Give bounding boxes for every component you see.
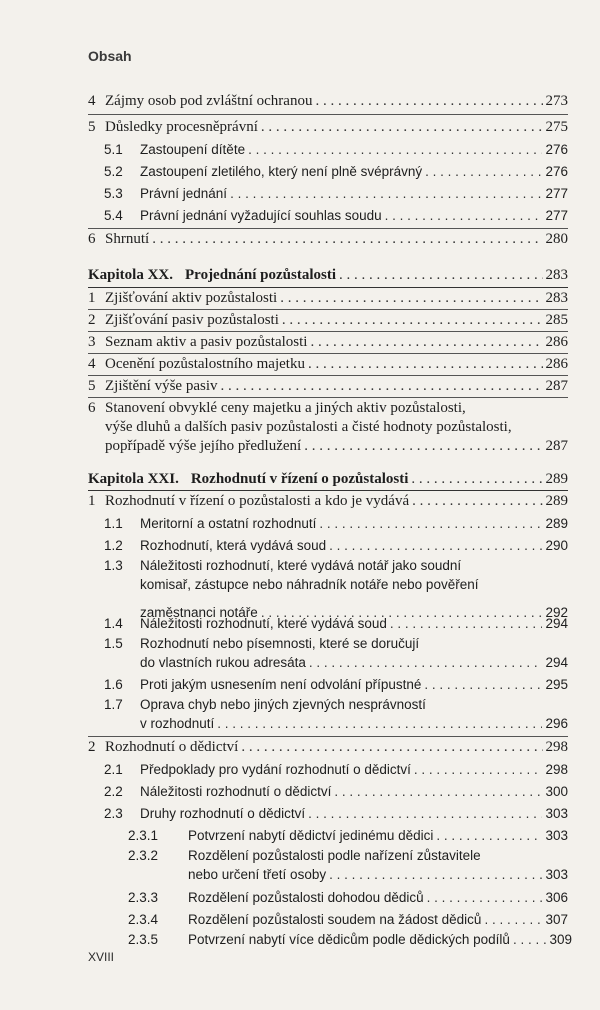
divider (88, 331, 568, 332)
leader-dots (282, 311, 543, 330)
running-head: Obsah (88, 48, 132, 64)
entry-page: 292 (545, 605, 568, 620)
divider (88, 397, 568, 398)
entry-title: zaměstnanci notáře (140, 605, 258, 620)
entry-page: 303 (545, 867, 568, 882)
entry-number: 2.3 (104, 806, 123, 821)
leader-dots (513, 930, 547, 949)
entry-page: 289 (545, 471, 568, 487)
entry-number: 6 (88, 400, 96, 416)
entry-page: 276 (545, 142, 568, 157)
entry-page: 277 (545, 208, 568, 223)
divider (88, 309, 568, 310)
entry-title: Druhy rozhodnutí o dědictví (140, 806, 306, 821)
entry-number: 2.3.3 (128, 890, 159, 905)
toc-entry (88, 118, 568, 137)
entry-title: do vlastních rukou adresáta (140, 655, 306, 670)
leader-dots (230, 184, 542, 203)
entry-number: 1.1 (104, 516, 123, 531)
entry-number: 5.3 (104, 186, 123, 201)
toc-entry (88, 760, 568, 779)
entry-title: Potvrzení nabytí více dědicům podle dědických podílů (188, 932, 510, 947)
entry-title: Rozdělení pozůstalosti soudem na žádost dědiců (188, 912, 482, 927)
entry-page: 295 (545, 677, 568, 692)
leader-dots (304, 437, 542, 456)
entry-title: v rozhodnutí (140, 716, 215, 731)
entry-number: 5 (88, 378, 96, 394)
entry-number: 1.2 (104, 538, 123, 553)
entry-page: 306 (545, 890, 568, 905)
leader-dots (390, 614, 543, 633)
entry-page: 294 (545, 655, 568, 670)
entry-page: 294 (545, 616, 568, 631)
toc-entry (88, 289, 568, 308)
entry-title: Rozdělení pozůstalosti dohodou dědiců (188, 890, 424, 905)
leader-dots (412, 492, 542, 511)
toc-entry (88, 311, 568, 330)
entry-page: 298 (545, 762, 568, 777)
entry-title: Předpoklady pro vydání rozhodnutí o dědictví (140, 762, 411, 777)
entry-page: 303 (545, 806, 568, 821)
leader-dots (329, 536, 542, 555)
toc-entry (88, 634, 568, 672)
leader-dots (424, 675, 542, 694)
entry-number: 2 (88, 739, 96, 755)
entry-number: 2.3.1 (128, 828, 159, 843)
leader-dots (221, 377, 543, 396)
toc-entry (88, 804, 568, 823)
chapter-title: Projednání pozůstalosti (185, 267, 337, 283)
toc-entry (88, 230, 568, 249)
toc-entry (88, 930, 572, 949)
leader-dots (309, 653, 543, 672)
entry-number: 5.1 (104, 142, 123, 157)
entry-number: 3 (88, 334, 96, 350)
entry-page: 277 (545, 186, 568, 201)
leader-dots (310, 333, 542, 352)
entry-title: Rozhodnutí v řízení o pozůstalosti a kdo je vydává (105, 493, 410, 509)
entry-title-line: Stanovení obvyklé ceny majetku a jiných aktiv pozůstalosti, (105, 400, 466, 416)
entry-title: Zjištění výše pasiv (105, 378, 218, 394)
toc-entry (88, 184, 568, 203)
entry-title: Náležitosti rozhodnutí o dědictví (140, 784, 332, 799)
entry-title: Zastoupení dítěte (140, 142, 246, 157)
leader-dots (339, 266, 542, 285)
leader-dots (319, 514, 542, 533)
leader-dots (484, 910, 542, 929)
entry-number: 5.2 (104, 164, 123, 179)
entry-title-line: výše dluhů a dalších pasiv pozůstalosti a čisté hodnoty pozůstalosti, (105, 419, 512, 435)
entry-title: Ocenění pozůstalostního majetku (105, 356, 305, 372)
entry-title: Shrnutí (105, 231, 150, 247)
toc-entry (88, 536, 568, 555)
entry-number: 4 (88, 93, 96, 109)
entry-number: 2.1 (104, 762, 123, 777)
page-number-roman: XVIII (88, 950, 115, 964)
entry-title: Potvrzení nabytí dědictví jedinému dědici (188, 828, 434, 843)
divider (88, 490, 568, 491)
entry-title-line: Oprava chyb nebo jiných zjevných nesprávností (140, 697, 426, 712)
divider (88, 114, 568, 115)
entry-number: 2.3.4 (128, 912, 159, 927)
chapter-number: Kapitola XXI. (88, 471, 179, 487)
toc-entry (88, 695, 568, 733)
divider (88, 228, 568, 229)
entry-title: nebo určení třetí osoby (188, 867, 327, 882)
entry-page: 283 (545, 267, 568, 283)
entry-page: 298 (545, 739, 568, 755)
entry-page: 275 (545, 119, 568, 135)
entry-title: Proti jakým usnesením není odvolání přípustné (140, 677, 422, 692)
entry-page: 296 (545, 716, 568, 731)
toc-entry (88, 377, 568, 396)
toc-entry (88, 492, 568, 511)
entry-number: 1.7 (104, 697, 123, 712)
leader-dots (436, 826, 542, 845)
entry-title: Meritorní a ostatní rozhodnutí (140, 516, 317, 531)
toc-entry (88, 206, 568, 225)
leader-dots (308, 804, 542, 823)
entry-title-line: Náležitosti rozhodnutí, které vydává notář jako soudní (140, 558, 462, 573)
entry-number: 1 (88, 290, 96, 306)
entry-page: 283 (545, 290, 568, 306)
toc-entry (88, 399, 568, 456)
entry-title: Zájmy osob pod zvláštní ochranou (105, 93, 313, 109)
entry-title: Důsledky procesněprávní (105, 119, 258, 135)
toc-entry (88, 738, 568, 757)
toc-entry (88, 92, 568, 111)
toc-entry (88, 675, 568, 694)
entry-number: 1.5 (104, 636, 123, 651)
toc-entry (88, 514, 568, 533)
entry-title-line: Rozhodnutí nebo písemnosti, které se doručují (140, 636, 420, 651)
leader-dots (261, 118, 543, 137)
chapter-heading (88, 266, 568, 285)
entry-page: 273 (545, 93, 568, 109)
toc-entry (88, 782, 568, 801)
leader-dots (427, 888, 543, 907)
chapter-title: Rozhodnutí v řízení o pozůstalosti (190, 471, 409, 487)
leader-dots (152, 230, 542, 249)
leader-dots (334, 782, 542, 801)
entry-page: 286 (545, 356, 568, 372)
leader-dots (385, 206, 543, 225)
entry-number: 1.3 (104, 558, 123, 573)
toc-entry (88, 355, 568, 374)
leader-dots (425, 162, 542, 181)
entry-title: Zastoupení zletilého, který není plně svéprávný (140, 164, 423, 179)
toc-entry (88, 888, 568, 907)
entry-title: Zjišťování pasiv pozůstalosti (105, 312, 279, 328)
entry-page: 289 (545, 516, 568, 531)
entry-page: 309 (549, 932, 572, 947)
divider (88, 375, 568, 376)
entry-page: 276 (545, 164, 568, 179)
leader-dots (248, 140, 542, 159)
chapter-heading (88, 470, 568, 489)
chapter-number: Kapitola XX. (88, 267, 174, 283)
entry-page: 287 (545, 378, 568, 394)
entry-page: 280 (545, 231, 568, 247)
entry-number: 1.6 (104, 677, 123, 692)
divider (88, 287, 568, 288)
leader-dots (329, 865, 542, 884)
leader-dots (241, 738, 542, 757)
entry-title-line: komisař, zástupce nebo náhradník notáře nebo pověření (140, 577, 479, 592)
entry-page: 287 (545, 438, 568, 454)
leader-dots (308, 355, 543, 374)
entry-page: 286 (545, 334, 568, 350)
entry-title-line: Rozdělení pozůstalosti podle nařízení zůstavitele (188, 848, 481, 863)
leader-dots (315, 92, 542, 111)
entry-number: 1.4 (104, 616, 123, 631)
entry-number: 2 (88, 312, 96, 328)
entry-page: 289 (545, 493, 568, 509)
toc-entry (88, 162, 568, 181)
entry-title: Právní jednání vyžadující souhlas soudu (140, 208, 382, 223)
entry-title: Zjišťování aktiv pozůstalosti (105, 290, 278, 306)
toc-entry (88, 614, 568, 633)
divider (88, 736, 568, 737)
entry-page: 303 (545, 828, 568, 843)
entry-title: Náležitosti rozhodnutí, které vydává soud (140, 616, 387, 631)
entry-number: 5 (88, 119, 96, 135)
toc-entry (88, 140, 568, 159)
toc-entry (88, 846, 568, 884)
entry-number: 2.2 (104, 784, 123, 799)
entry-number: 2.3.5 (128, 932, 159, 947)
toc-entry (88, 333, 568, 352)
toc-entry (88, 826, 568, 845)
entry-number: 4 (88, 356, 96, 372)
leader-dots (217, 714, 542, 733)
entry-number: 2.3.2 (128, 848, 159, 863)
leader-dots (411, 470, 542, 489)
entry-page: 290 (545, 538, 568, 553)
leader-dots (414, 760, 543, 779)
entry-page: 285 (545, 312, 568, 328)
entry-number: 1 (88, 493, 96, 509)
entry-page: 307 (545, 912, 568, 927)
toc-entry (88, 556, 568, 622)
entry-number: 5.4 (104, 208, 123, 223)
entry-title: Rozhodnutí o dědictví (105, 739, 239, 755)
entry-title: Seznam aktiv a pasiv pozůstalosti (105, 334, 308, 350)
toc-entry (88, 910, 568, 929)
entry-title: Rozhodnutí, která vydává soud (140, 538, 327, 553)
entry-title: Právní jednání (140, 186, 228, 201)
entry-title: popřípadě výše jejího předlužení (105, 438, 302, 454)
divider (88, 353, 568, 354)
leader-dots (280, 289, 542, 308)
entry-number: 6 (88, 231, 96, 247)
entry-page: 300 (545, 784, 568, 799)
